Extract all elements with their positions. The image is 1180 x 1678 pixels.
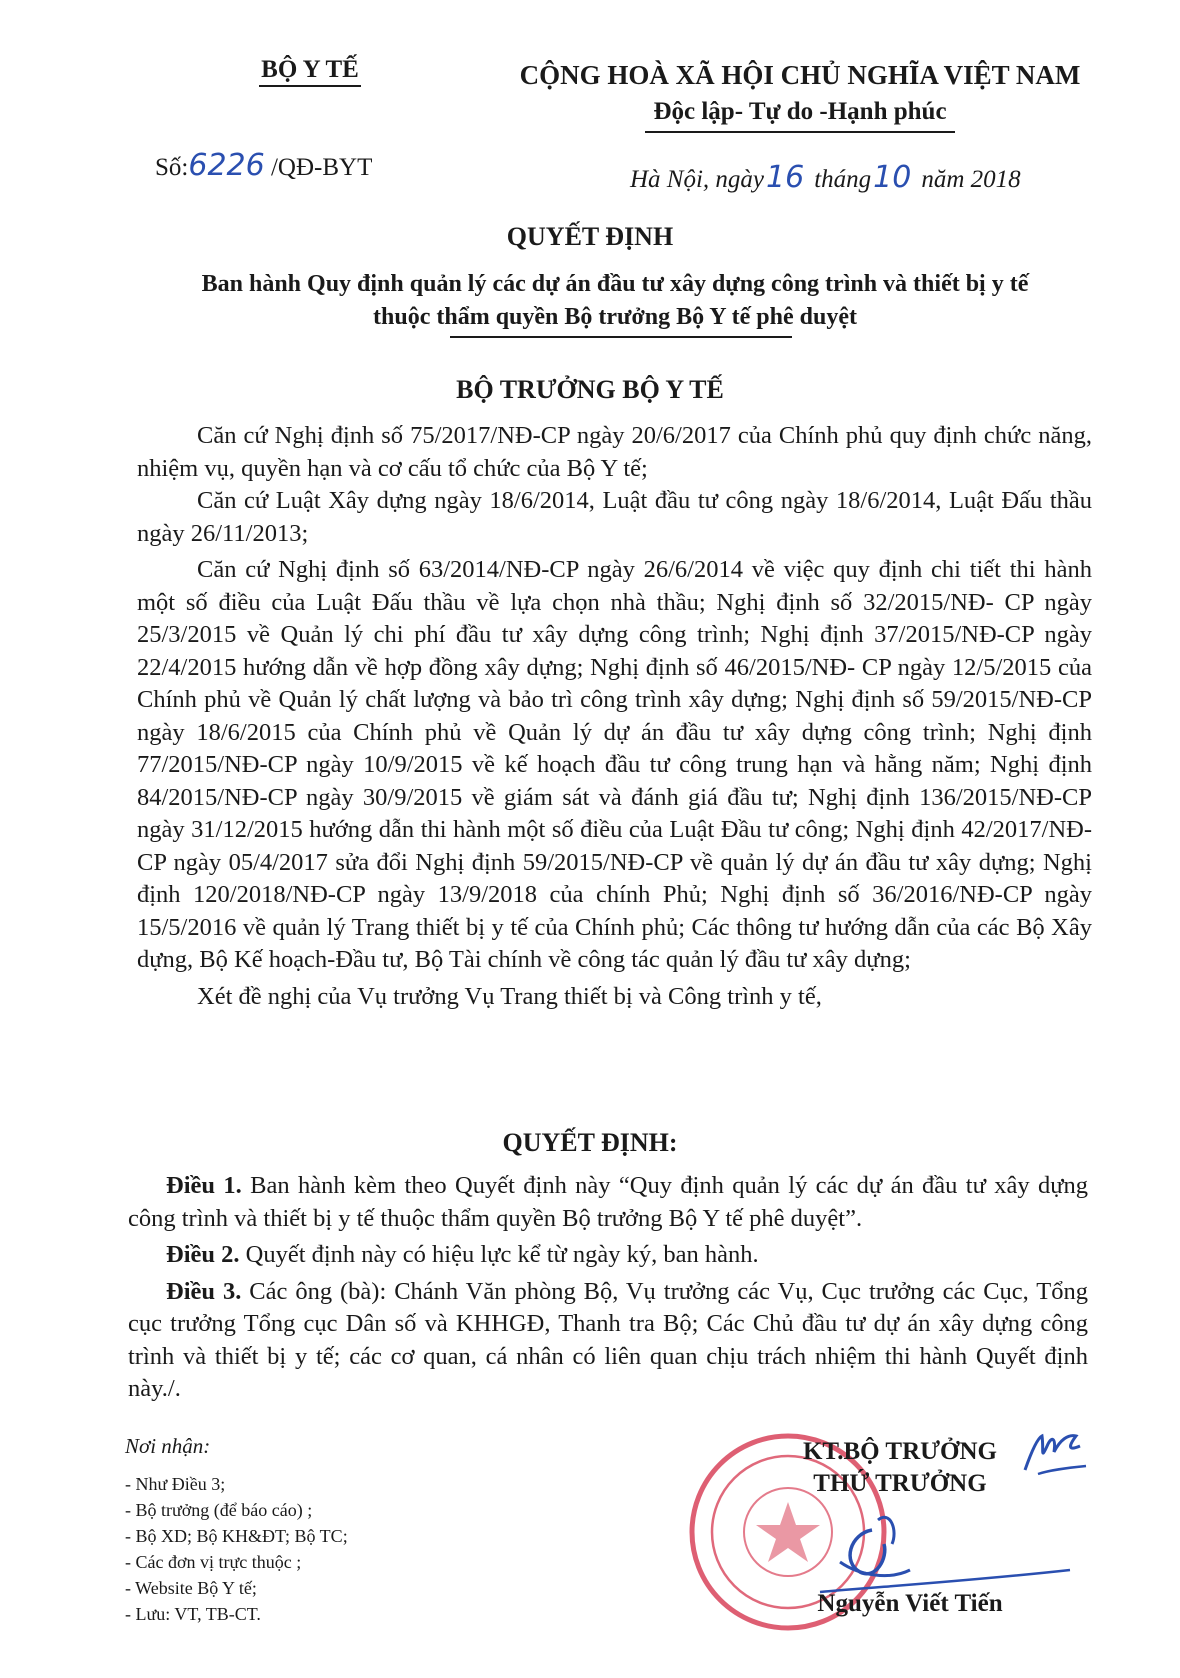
subtitle-underline	[450, 336, 792, 338]
doc-number-suffix: /QĐ-BYT	[264, 154, 373, 181]
signature-block	[700, 1438, 1100, 1617]
national-title: CỘNG HOÀ XÃ HỘI CHỦ NGHĨA VIỆT NAM	[519, 60, 1081, 90]
day-handwritten: 16	[766, 160, 805, 195]
preamble-paragraph: Căn cứ Nghị định số 63/2014/NĐ-CP ngày 26/6/2014 về việc quy định chi tiết thi hành một số điều của Luật Đấu thầu về lựa chọn nhà thầu; Nghị định số 32/2015/NĐ- CP ngày 25/3/2015 về Quản lý chi phí đầu tư xây dựng công trình; Nghị định 37/2015/NĐ-CP ngày 22/4/2015 hướng dẫn về hợp đồng xây dựng; Nghị định số 46/2015/NĐ- CP ngày 12/5/2015 của Chính phủ về Quản lý chất lượng và bảo trì công trình xây dựng; Nghị định số 59/2015/NĐ-CP ngày 18/6/2015 của Chính phủ về Quản lý dự án đầu tư xây dựng công trình; Nghị định 77/2015/NĐ-CP ngày 10/9/2015 về kế hoạch đầu tư công trung hạn và hằng năm; Nghị định 84/2015/NĐ-CP ngày 30/9/2015 về giám sát và đánh giá đầu tư; Nghị định 136/2015/NĐ-CP ngày 31/12/2015 hướng dẫn thi hành một số điều của Luật Đầu tư công; Nghị định 42/2017/NĐ-CP ngày 05/4/2017 sửa đổi Nghị định 59/2015/NĐ-CP về quản lý dự án đầu tư xây dựng; Nghị định 120/2018/NĐ-CP ngày 13/9/2018 của chính Phủ; Nghị định số 36/2016/NĐ-CP ngày 15/5/2016 về quản lý Trang thiết bị y tế của Chính phủ; Các thông tư hướng dẫn của các Bộ Xây dựng, Bộ Kế hoạch-Đầu tư, Bộ Tài chính về công tác quản lý đầu tư xây dựng;	[137, 556, 1092, 973]
subtitle-line-1: Ban hành Quy định quản lý các dự án đầu tư xây dựng công trình và thiết bị y tế	[201, 271, 1029, 297]
article-text: Quyết định này có hiệu lực kể từ ngày ký, ban hành.	[239, 1241, 759, 1268]
document-title: QUYẾT ĐỊNH	[506, 222, 674, 251]
article-text: Ban hành kèm theo Quyết định này “Quy định quản lý các dự án đầu tư xây dựng công trình và thiết bị y tế thuộc thẩm quyền Bộ trưởng Bộ Y tế phê duyệt”.	[128, 1172, 1089, 1232]
document-number	[155, 148, 372, 183]
articles	[128, 1170, 1088, 1410]
recipients-block	[125, 1433, 545, 1627]
place-and-date	[630, 160, 1021, 195]
article-label: Điều 2.	[166, 1241, 240, 1268]
article-label: Điều 3.	[166, 1277, 242, 1305]
issuing-agency-label: BỘ Y TẾ	[259, 56, 361, 87]
recipient-item: - Các đơn vị trực thuộc ;	[125, 1552, 302, 1572]
preamble-paragraph: Xét đề nghị của Vụ trưởng Vụ Trang thiết bị và Công trình y tế,	[197, 982, 822, 1010]
place-prefix: Hà Nội, ngày	[630, 166, 765, 193]
handwritten-signature-icon	[780, 1500, 1080, 1610]
article-2	[128, 1239, 1088, 1272]
recipients-heading: Nơi nhận:	[125, 1434, 211, 1458]
national-motto-label: Độc lập- Tự do -Hạnh phúc	[645, 98, 954, 133]
recipient-item: - Bộ XD; Bộ KH&ĐT; Bộ TC;	[125, 1526, 348, 1546]
signer-name: Nguyễn Viết Tiến	[817, 1590, 1003, 1617]
recipient-item: - Bộ trưởng (để báo cáo) ;	[125, 1500, 313, 1520]
national-motto	[490, 98, 1110, 126]
month-handwritten: 10	[873, 160, 912, 195]
article-label: Điều 1.	[166, 1172, 242, 1199]
preamble	[137, 420, 1092, 1013]
subtitle-line-2: thuộc thẩm quyền Bộ trưởng Bộ Y tế phê duyệt	[373, 304, 857, 330]
signer-line-1: KT.BỘ TRƯỞNG	[802, 1438, 997, 1465]
decision-heading: QUYẾT ĐỊNH:	[502, 1128, 678, 1157]
article-3	[128, 1276, 1088, 1406]
signer-line-2: THỨ TRƯỞNG	[813, 1470, 987, 1497]
document-subtitle	[120, 268, 1110, 334]
article-1	[128, 1170, 1088, 1235]
preamble-paragraph: Căn cứ Nghị định số 75/2017/NĐ-CP ngày 20/6/2017 của Chính phủ quy định chức năng, nhiệm vụ, quyền hạn và cơ cấu tổ chức của Bộ Y tế;	[137, 422, 1092, 482]
issuing-agency	[200, 56, 420, 84]
month-label: tháng	[814, 166, 872, 193]
doc-number-prefix: Số:	[155, 154, 189, 181]
doc-number-handwritten: 6226	[188, 148, 265, 183]
preamble-paragraph: Căn cứ Luật Xây dựng ngày 18/6/2014, Luật đầu tư công ngày 18/6/2014, Luật Đấu thầu ngày 26/11/2013;	[137, 487, 1092, 547]
recipient-item: - Như Điều 3;	[125, 1474, 226, 1494]
year-label: năm 2018	[921, 166, 1021, 193]
recipient-item: - Lưu: VT, TB-CT.	[125, 1604, 261, 1624]
recipient-item: - Website Bộ Y tế;	[125, 1578, 257, 1598]
article-text: Các ông (bà): Chánh Văn phòng Bộ, Vụ trưởng các Vụ, Cục trưởng các Cục, Tổng cục trưởng Tổng cục Dân số và KHHGĐ, Thanh tra Bộ; Các Chủ đầu tư dự án xây dựng công trình và thiết bị y tế; các cơ quan, cá nhân có liên quan chịu trách nhiệm thi hành Quyết định này./.	[128, 1277, 1089, 1402]
authority-heading: BỘ TRƯỞNG BỘ Y TẾ	[456, 375, 724, 404]
